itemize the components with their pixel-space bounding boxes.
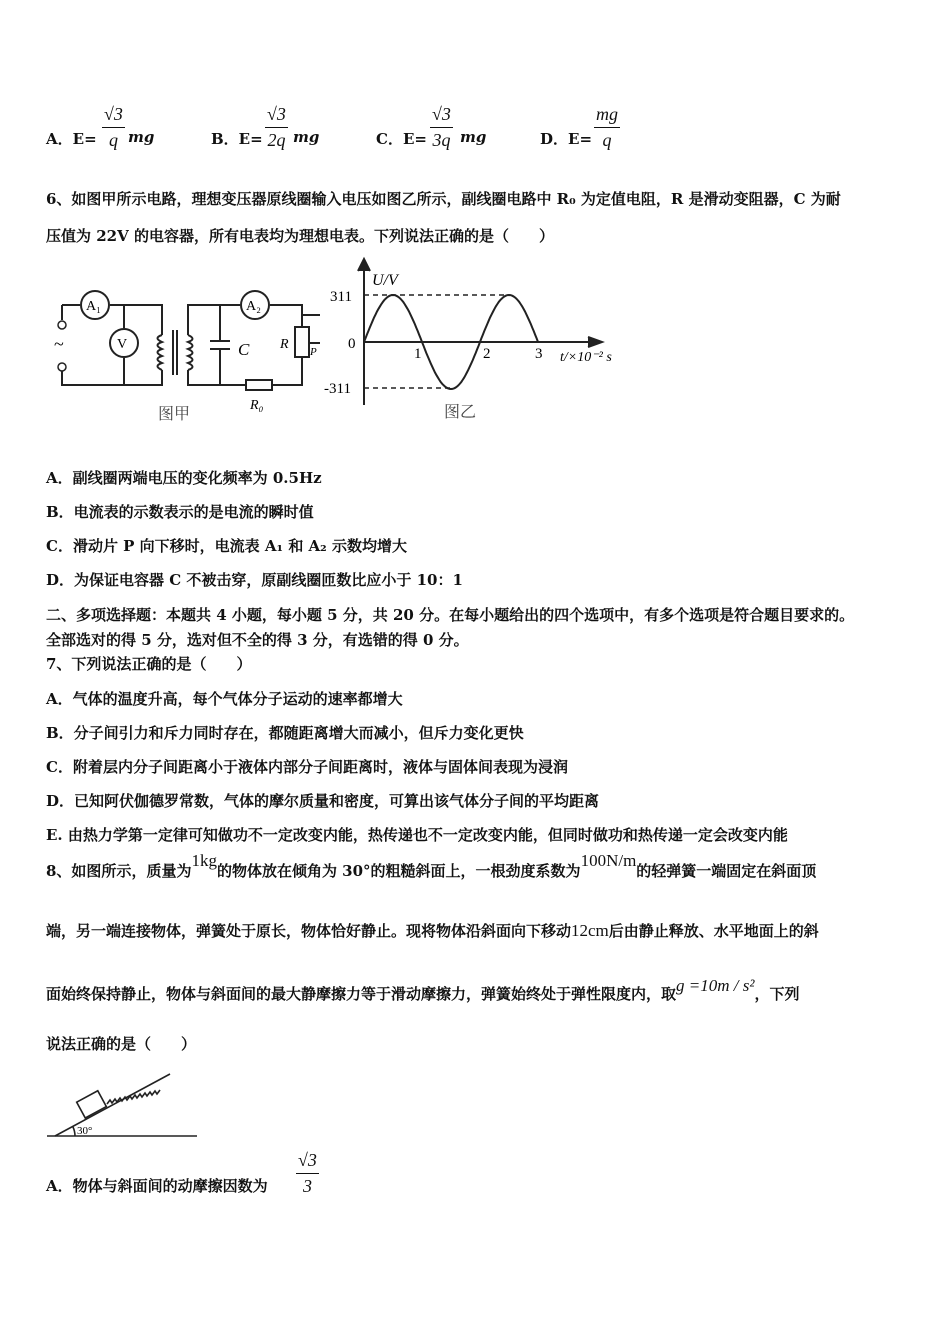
incline-angle-label: 30° <box>77 1125 93 1137</box>
option-suffix: mg <box>128 128 155 146</box>
fraction: √3 q <box>104 104 123 150</box>
tick-1-label: 1 <box>414 346 422 362</box>
distance-value: 12cm <box>571 921 609 940</box>
fraction: mg q <box>596 104 618 150</box>
ammeter-a2-label: A₂ <box>246 299 261 314</box>
tick-2-label: 2 <box>483 346 491 362</box>
option-suffix: mg <box>293 128 320 146</box>
q8-option-a: A．物体与斜面间的动摩擦因数为 <box>46 1177 268 1195</box>
incline-diagram <box>45 1058 205 1143</box>
zero-label: 0 <box>348 336 356 352</box>
fig-a-caption: 图甲 <box>158 406 191 423</box>
q7-option-e: E. 由热力学第一定律可知做功不一定改变内能，热传递也不一定改变内能，但同时做功和热传递一定会改变内能 <box>46 826 788 844</box>
circuit-diagram <box>40 275 320 425</box>
resistor-r0-label: R₀ <box>250 398 264 413</box>
q7-option-d: D．已知阿伏伽德罗常数，气体的摩尔质量和密度，可算出该气体分子间的平均距离 <box>46 792 600 810</box>
q5-option-b <box>211 100 381 160</box>
option-suffix: mg <box>460 128 487 146</box>
ammeter-a1-label: A₁ <box>86 299 101 314</box>
section2-line1: 二、多项选择题：本题共 4 小题，每小题 5 分，共 20 分。在每小题给出的四个选项中，有多个选项是符合题目要求的。 <box>46 606 855 624</box>
slider-p-label: P <box>310 346 317 358</box>
y-max-label: 311 <box>330 289 352 305</box>
y-axis-label: U/V <box>372 272 398 289</box>
capacitor-label: C <box>238 340 250 359</box>
mass-value: 1kg <box>191 851 217 870</box>
q6-stem-line2: 压值为 22V 的电容器，所有电表均为理想电表。下列说法正确的是（ ） <box>46 227 554 245</box>
q6-option-b: B．电流表的示数表示的是电流的瞬时值 <box>46 503 314 521</box>
q8-stem-line2: 端，另一端连接物体，弹簧处于原长，物体恰好静止。现将物体沿斜面向下移动12cm后由静止释放、水平地面上的斜 <box>46 921 819 940</box>
fraction: √3 3q <box>432 104 451 150</box>
fraction: √3 2q <box>267 104 286 150</box>
option-label: C．E= <box>376 130 427 148</box>
tick-3-label: 3 <box>535 346 543 362</box>
q8-stem-line3: 面始终保持静止，物体与斜面间的最大静摩擦力等于滑动摩擦力，弹簧始终处于弹性限度内，取g =10m / s²，下列 <box>46 976 800 1003</box>
spring-constant: 100N/m <box>580 851 637 870</box>
q5-option-a <box>46 100 216 160</box>
option-label: D．E= <box>540 130 593 148</box>
q7-stem: 7、下列说法正确的是（ ） <box>46 655 252 673</box>
section2-line2: 全部选对的得 5 分，选对但不全的得 3 分，有选错的得 0 分。 <box>46 631 469 649</box>
q7-option-a: A．气体的温度升高，每个气体分子运动的速率都增大 <box>46 690 403 708</box>
q6-option-d: D．为保证电容器 C 不被击穿，原副线圈匝数比应小于 10：1 <box>46 571 463 589</box>
gravity-value: g =10m / s² <box>676 976 755 995</box>
q8-stem-line1: 8、如图所示，质量为1kg的物体放在倾角为 30°的粗糙斜面上，一根劲度系数为100N/m的轻弹簧一端固定在斜面顶 <box>46 851 817 880</box>
y-min-label: -311 <box>324 381 351 397</box>
q8-option-a-fraction: √3 3 <box>298 1150 317 1196</box>
voltage-graph <box>320 255 640 425</box>
q7-option-b: B．分子间引力和斥力同时存在，都随距离增大而减小，但斥力变化更快 <box>46 724 524 742</box>
q5-options <box>46 100 906 160</box>
q6-option-a: A．副线圈两端电压的变化频率为 0.5Hz <box>46 469 322 487</box>
fig-b-caption: 图乙 <box>444 404 477 421</box>
q6-stem-line1: 6、如图甲所示电路，理想变压器原线圈输入电压如图乙所示，副线圈电路中 R₀ 为定值电阻，R 是滑动变阻器，C 为耐 <box>46 190 841 208</box>
q5-option-c <box>376 100 546 160</box>
option-label: B．E= <box>211 130 263 148</box>
q5-option-d <box>540 100 710 160</box>
ac-symbol: ~ <box>54 334 64 354</box>
q7-option-c: C．附着层内分子间距离小于液体内部分子间距离时，液体与固体间表现为浸润 <box>46 758 568 776</box>
q8-stem-line4: 说法正确的是（ ） <box>46 1035 197 1053</box>
x-axis-label: t/×10⁻² s <box>560 350 612 365</box>
q6-option-c: C．滑动片 P 向下移时，电流表 A₁ 和 A₂ 示数均增大 <box>46 537 407 555</box>
voltmeter-label: V <box>117 337 128 352</box>
resistor-r-label: R <box>280 337 289 352</box>
option-label: A．E= <box>46 130 97 148</box>
